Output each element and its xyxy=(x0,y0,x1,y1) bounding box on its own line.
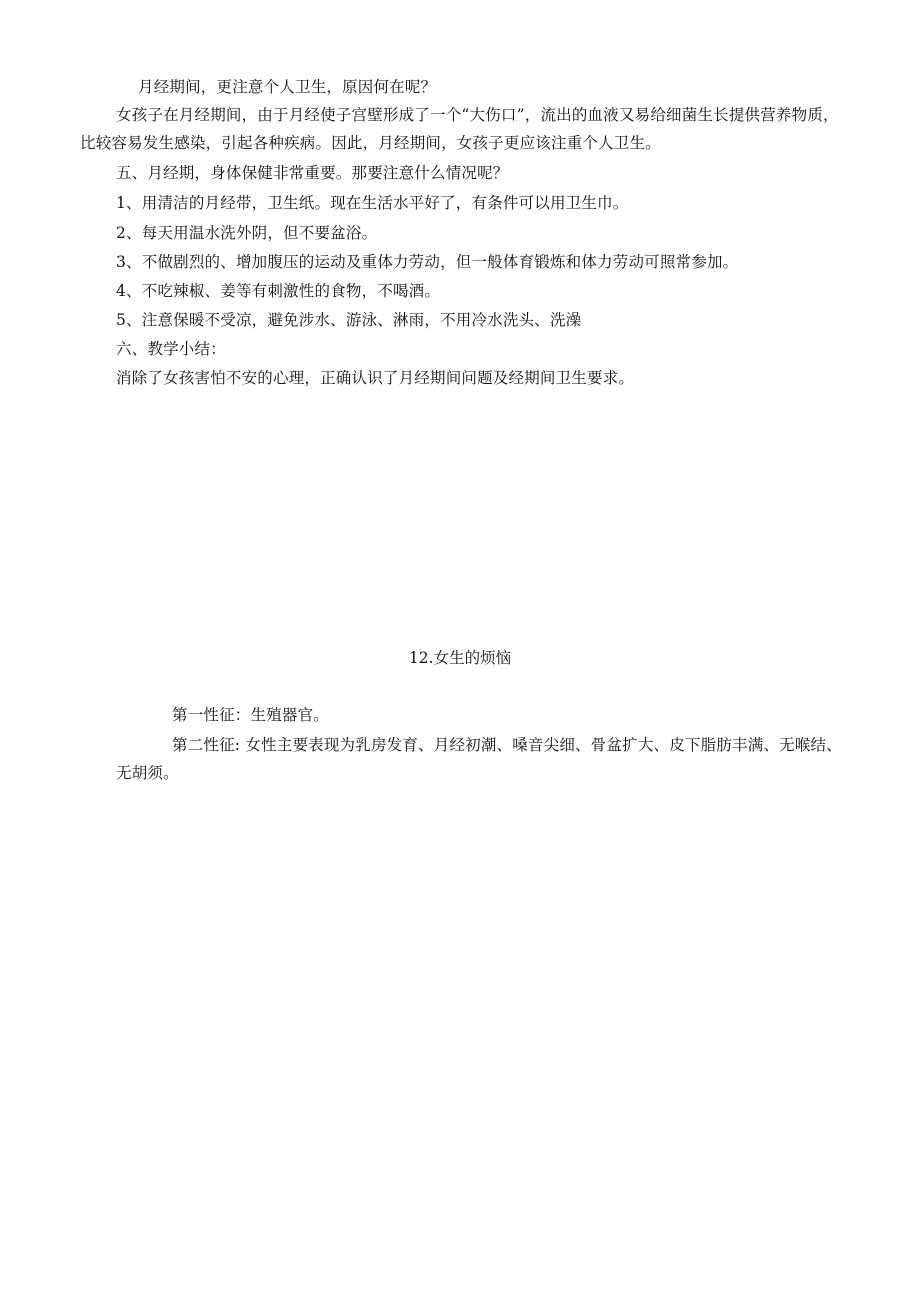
heading-five: 五、月经期，身体保健非常重要。那要注意什么情况呢？ xyxy=(116,164,509,182)
answer-paragraph: 女孩子在月经期间，由于月经使子宫壁形成了一个“大伤口”，流出的血液又易给细菌生长提供营养物质，比较容易发生感染，引起各种疾病。因此，月经期间，女孩子更应该注重个人卫生。 xyxy=(80,106,839,152)
question-line: 月经期间，更注意个人卫生，原因何在呢？ xyxy=(138,78,437,96)
list-item: 2、每天用温水洗外阴，但不要盆浴。 xyxy=(116,224,378,242)
list-item: 1、用清洁的月经带，卫生纸。现在生活水平好了，有条件可以用卫生巾。 xyxy=(116,194,629,212)
summary-line: 消除了女孩害怕不安的心理，正确认识了月经期间问题及经期间卫生要求。 xyxy=(116,369,635,387)
heading-six: 六、教学小结： xyxy=(116,340,226,358)
list-item: 3、不做剧烈的、增加腹压的运动及重体力劳动，但一般体育锻炼和体力劳动可照常参加。 xyxy=(116,253,739,271)
primary-trait-line: 第一性征：生殖器官。 xyxy=(172,706,330,724)
list-item: 5、注意保暖不受凉，避免涉水、游泳、淋雨，不用冷水洗头、洗澡 xyxy=(116,311,582,329)
section-title: 12.女生的烦恼 xyxy=(408,649,512,667)
secondary-trait-paragraph: 第二性征: 女性主要表现为乳房发育、月经初潮、嗓音尖细、骨盆扩大、皮下脂肪丰满、无喉结、无胡须。 xyxy=(116,736,842,782)
list-item: 4、不吃辣椒、姜等有刺激性的食物，不喝酒。 xyxy=(116,282,441,300)
